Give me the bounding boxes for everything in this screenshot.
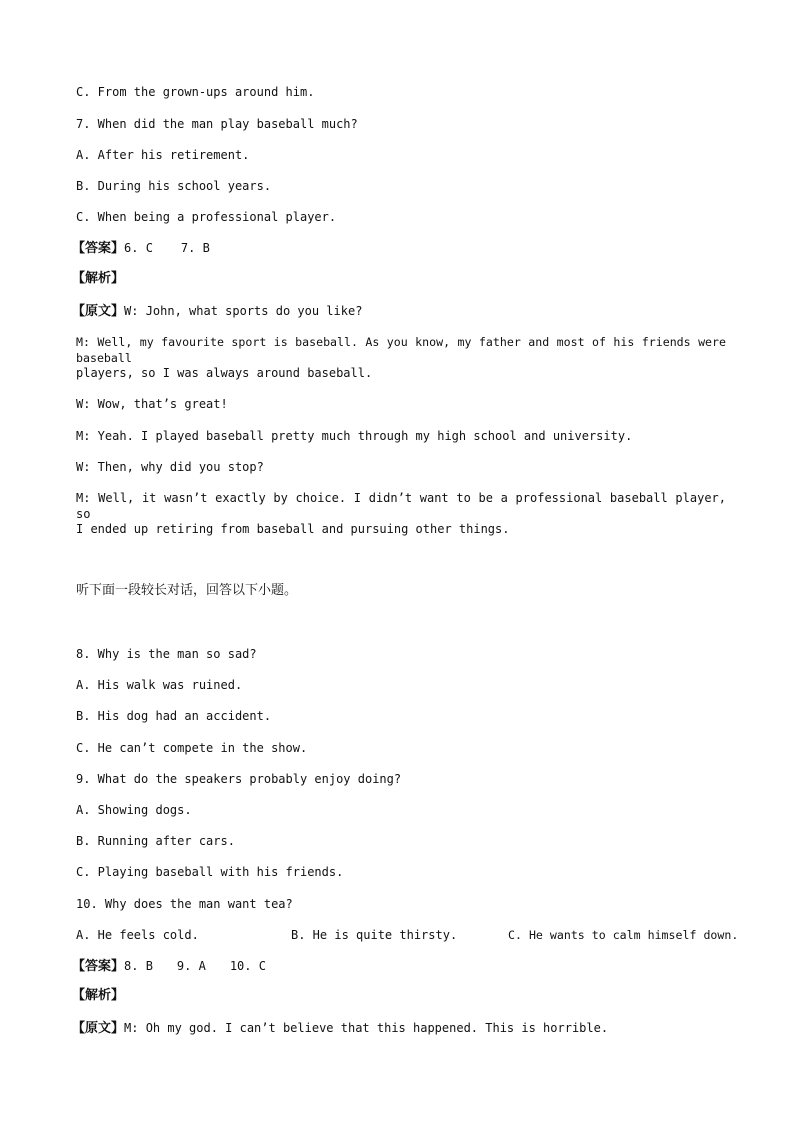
analysis-heading-1: 【解析】: [72, 271, 125, 286]
original-tag: 【原文】: [72, 304, 125, 319]
original-text: M: Oh my god. I can’t believe that this happened. This is horrible.: [124, 1021, 609, 1035]
option-a-q7: A. After his retirement.: [76, 148, 250, 162]
analysis-heading-2: 【解析】: [72, 988, 125, 1003]
option-c-q8: C. He can’t compete in the show.: [76, 741, 308, 755]
answer-tag: 【答案】: [72, 241, 125, 256]
dialogue-line-5: M: Well, it wasn’t exactly by choice. I didn’t want to be a professional baseball player, so: [76, 491, 726, 521]
answer-line-2: [72, 958, 266, 975]
dialogue-line-4: W: Then, why did you stop?: [76, 460, 264, 474]
dialogue-line-5-cont: I ended up retiring from baseball and pursuing other things.: [76, 522, 510, 536]
option-c-q6: C. From the grown-ups around him.: [76, 85, 315, 99]
original-text-line-2: [72, 1020, 608, 1037]
option-c-q9: C. Playing baseball with his friends.: [76, 865, 344, 879]
option-b-q9: B. Running after cars.: [76, 834, 235, 848]
answer-tag: 【答案】: [72, 959, 125, 974]
question-10: 10. Why does the man want tea?: [76, 897, 293, 911]
answer-10: 10. C: [229, 959, 266, 973]
question-7: 7. When did the man play baseball much?: [76, 117, 358, 131]
dialogue-line-3: M: Yeah. I played baseball pretty much through my high school and university.: [76, 429, 633, 443]
option-b-q7: B. During his school years.: [76, 179, 272, 193]
option-b-q8: B. His dog had an accident.: [76, 709, 272, 723]
dialogue-line-2: W: Wow, that’s great!: [76, 397, 228, 411]
answer-7: 7. B: [180, 241, 210, 255]
original-text: W: John, what sports do you like?: [124, 304, 363, 318]
answer-line-1: [72, 240, 210, 257]
question-9: 9. What do the speakers probably enjoy doing?: [76, 772, 402, 786]
dialogue-line-1: M: Well, my favourite sport is baseball. As you know, my father and most of his friends were baseball: [76, 335, 726, 365]
option-c-q7: C. When being a professional player.: [76, 210, 337, 224]
dialogue-line-1-cont: players, so I was always around baseball.: [76, 366, 373, 380]
section-instruction: 听下面一段较长对话，回答以下小题。: [76, 583, 298, 598]
answer-6: 6. C: [124, 241, 153, 255]
options-q10: [76, 927, 739, 943]
option-c-q10: C. He wants to calm himself down.: [508, 928, 739, 942]
answer-8: 8. B: [124, 959, 153, 973]
answer-9: 9. A: [176, 959, 206, 973]
option-a-q10: A. He feels cold.: [76, 928, 199, 942]
question-8: 8. Why is the man so sad?: [76, 647, 257, 661]
option-a-q9: A. Showing dogs.: [76, 803, 192, 817]
original-tag: 【原文】: [72, 1021, 125, 1036]
original-text-line-1: [72, 303, 362, 320]
option-b-q10: B. He is quite thirsty.: [291, 928, 458, 942]
option-a-q8: A. His walk was ruined.: [76, 678, 243, 692]
